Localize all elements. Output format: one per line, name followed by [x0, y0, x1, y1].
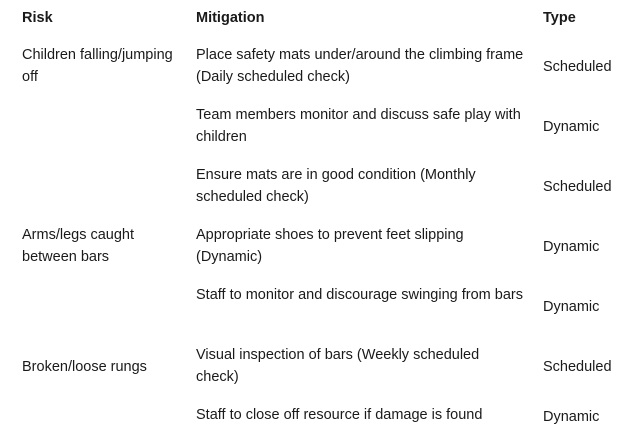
type-cell: Scheduled — [543, 179, 612, 195]
risk-cell — [0, 157, 196, 217]
type-cell: Dynamic — [543, 119, 600, 135]
table-row — [0, 157, 641, 217]
risk-cell — [0, 397, 196, 437]
mitigation-cell: Visual inspection of bars (Weekly scheduled check) — [196, 347, 480, 385]
table-row — [0, 337, 641, 397]
type-cell: Dynamic — [543, 239, 600, 255]
mitigation-column-header: Mitigation — [196, 10, 265, 26]
mitigation-cell: Place safety mats under/around the climbing frame (Daily scheduled check) — [196, 47, 524, 85]
type-cell: Dynamic — [543, 409, 600, 425]
type-cell: Scheduled — [543, 59, 612, 75]
risk-cell: Children falling/jumping off — [22, 47, 173, 85]
risk-column-header: Risk — [22, 10, 53, 26]
table-body — [0, 37, 641, 437]
mitigation-cell: Staff to monitor and discourage swinging from bars — [196, 287, 523, 303]
table-row — [0, 397, 641, 437]
header-row — [0, 0, 641, 37]
type-cell: Dynamic — [543, 299, 600, 315]
risk-cell — [0, 277, 196, 337]
risk-cell — [0, 97, 196, 157]
table-header — [0, 0, 641, 37]
mitigation-cell: Staff to close off resource if damage is found — [196, 407, 483, 423]
table-row — [0, 97, 641, 157]
mitigation-cell: Team members monitor and discuss safe play with children — [196, 107, 521, 145]
mitigation-cell: Ensure mats are in good condition (Monthly scheduled check) — [196, 167, 476, 205]
table-row — [0, 217, 641, 277]
type-cell: Scheduled — [543, 359, 612, 375]
table-row — [0, 277, 641, 337]
table-row — [0, 37, 641, 97]
type-column-header: Type — [543, 10, 576, 26]
risk-cell: Arms/legs caught between bars — [22, 227, 135, 265]
mitigation-cell: Appropriate shoes to prevent feet slipping (Dynamic) — [196, 227, 464, 265]
risk-cell: Broken/loose rungs — [22, 359, 147, 375]
